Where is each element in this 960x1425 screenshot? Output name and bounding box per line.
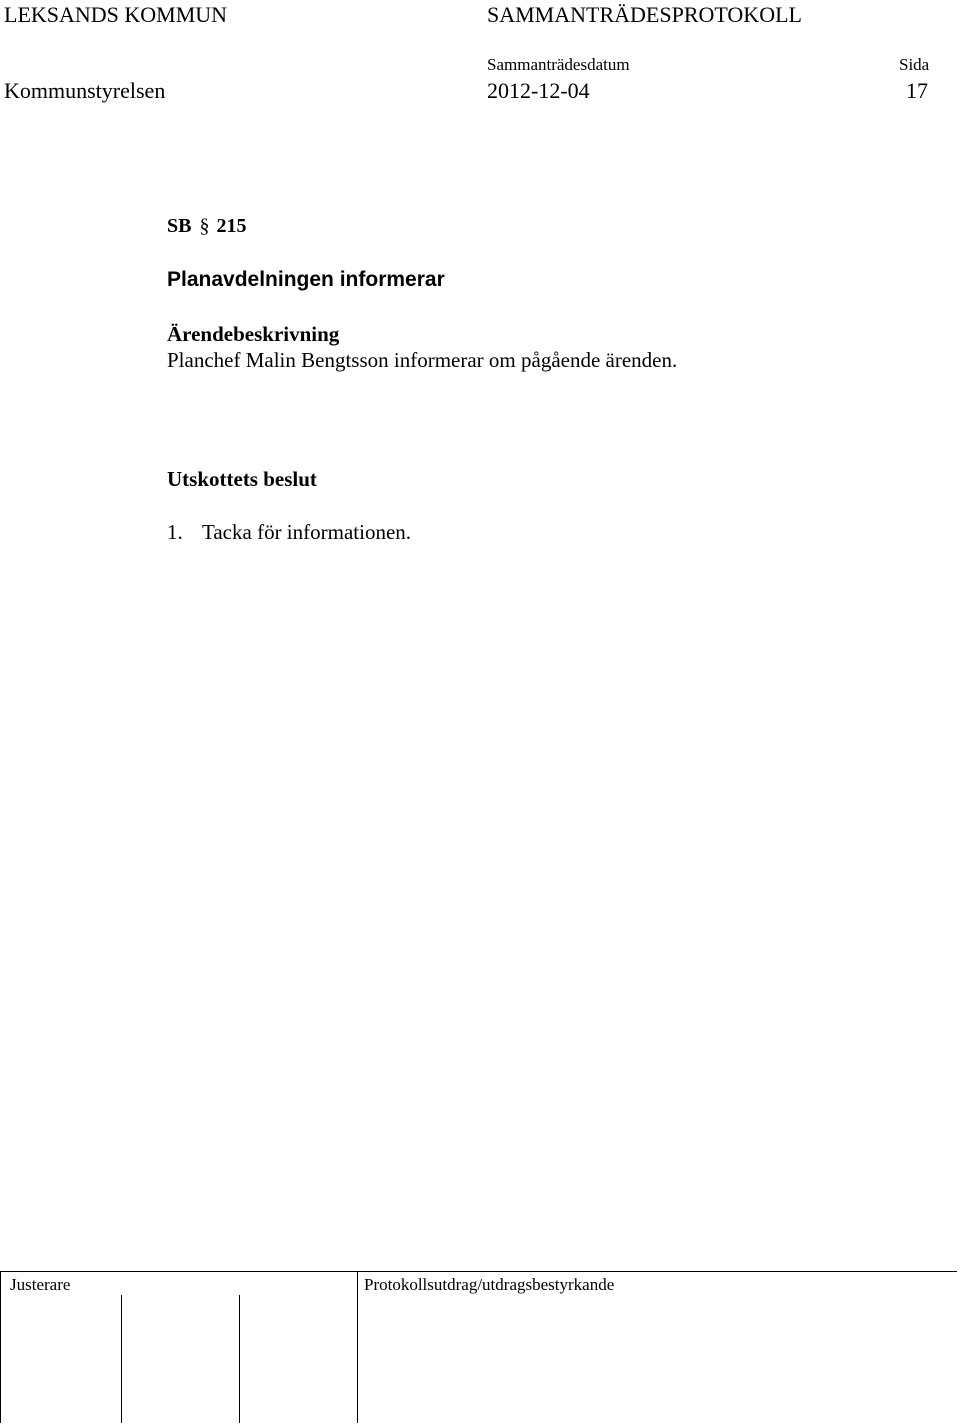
extract-certification-label: Protokollsutdrag/utdragsbestyrkande [364, 1275, 615, 1294]
signature-box-divider [121, 1295, 122, 1423]
justerare-label: Justerare [10, 1275, 71, 1294]
organization-name: LEKSANDS KOMMUN [4, 2, 228, 27]
decision-item [167, 520, 411, 545]
meeting-date: 2012-12-04 [487, 78, 590, 103]
description-text: Planchef Malin Bengtsson informerar om pågående ärenden. [167, 348, 678, 372]
decision-label: Utskottets beslut [167, 467, 317, 491]
page-label: Sida [899, 55, 930, 74]
section-heading [167, 215, 246, 238]
footer-left-border [0, 1271, 1, 1423]
item-title: Planavdelningen informerar [167, 268, 445, 291]
decision-item-number: 1. [167, 520, 183, 544]
meeting-date-label: Sammanträdesdatum [487, 55, 630, 74]
paragraph-symbol: § [199, 215, 210, 237]
footer-divider [0, 1271, 957, 1272]
signature-box-divider [239, 1295, 240, 1423]
section-prefix: SB [167, 215, 192, 237]
decision-item-text: Tacka för informationen. [202, 520, 412, 544]
description-label: Ärendebeskrivning [167, 322, 340, 346]
committee-name: Kommunstyrelsen [4, 78, 166, 103]
page-number: 17 [906, 78, 928, 103]
section-number: 215 [216, 215, 247, 237]
footer-column-divider [357, 1271, 358, 1423]
document-type: SAMMANTRÄDESPROTOKOLL [487, 2, 802, 27]
